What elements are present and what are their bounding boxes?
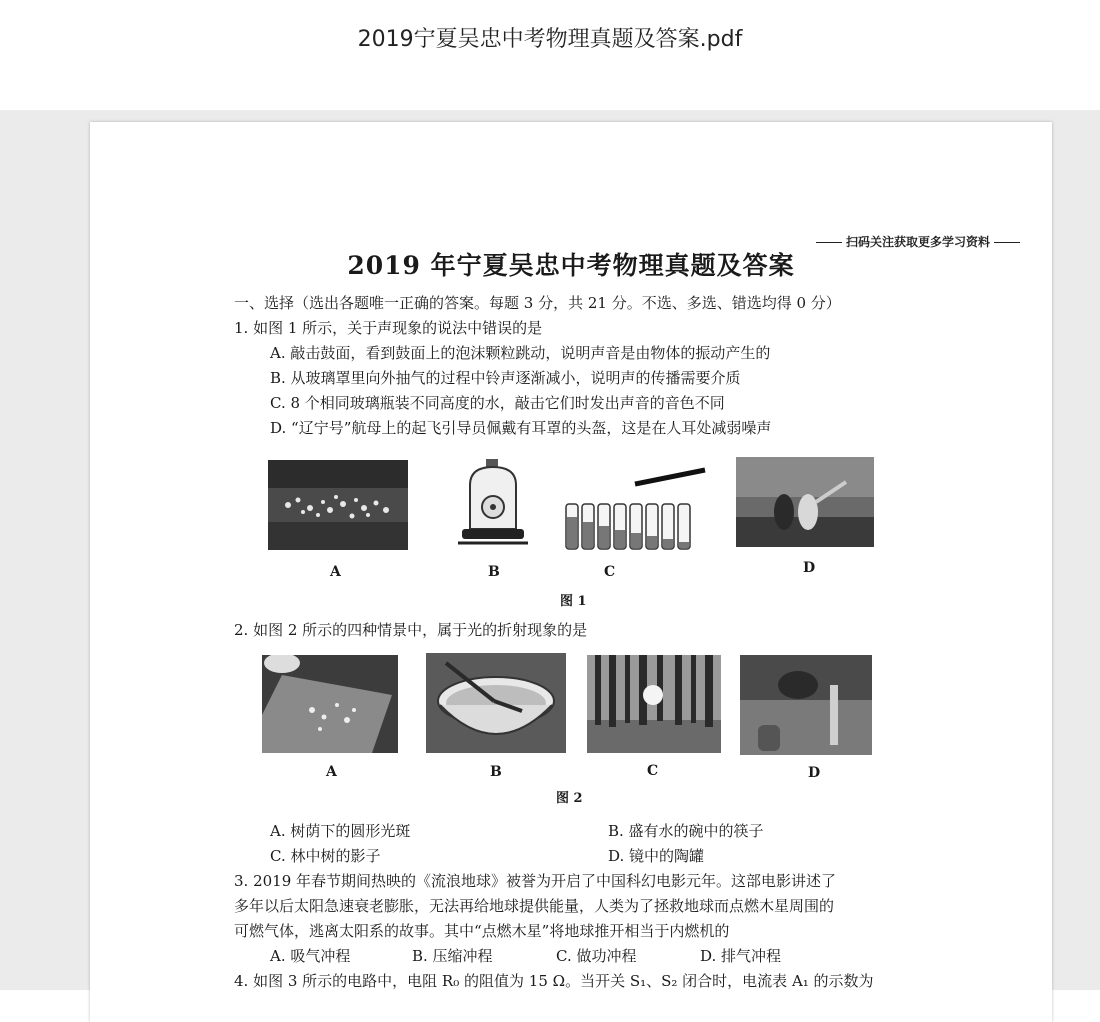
q2-stem: 2. 如图 2 所示的四种情景中，属于光的折射现象的是: [234, 621, 588, 639]
forest-tree-shadows-icon: [587, 655, 721, 753]
viewer-header: [0, 0, 1100, 110]
tree-shade-light-spots-icon: [262, 655, 398, 753]
q2-option-d: D. 镜中的陶罐: [608, 847, 705, 865]
watermark-dash-left: [816, 242, 842, 243]
exam-title: 2019 年宁夏吴忠中考物理真题及答案: [347, 251, 795, 280]
q2-option-c: C. 林中树的影子: [270, 847, 381, 865]
watermark-text: 扫码关注获取更多学习资料: [845, 235, 990, 249]
section-heading: 一、选择（选出各题唯一正确的答案。每题 3 分，共 21 分。不选、多选、错选均得 0 分）: [234, 294, 841, 312]
q2-option-a: A. 树荫下的圆形光斑: [270, 822, 411, 840]
figure-1-label-a: A: [330, 564, 341, 580]
figure-2-label-d: D: [808, 765, 821, 781]
q1-option-a: A. 敲击鼓面，看到鼓面上的泡沫颗粒跳动，说明声音是由物体的振动产生的: [270, 344, 771, 362]
figure-1a-drum-image: [268, 460, 408, 550]
q2-option-b: B. 盛有水的碗中的筷子: [608, 822, 764, 840]
q1-stem: 1. 如图 1 所示，关于声现象的说法中错误的是: [234, 319, 543, 337]
figure-2d-mirror-jar-image: [740, 655, 872, 755]
figure-2-label-b: B: [490, 764, 502, 780]
mirror-jar-icon: [740, 655, 872, 755]
figure-1-label-b: B: [488, 564, 500, 580]
bell-jar-icon: [458, 457, 528, 552]
bowl-chopsticks-icon: [426, 653, 566, 753]
document-title: 2019宁夏吴忠中考物理真题及答案.pdf: [357, 27, 743, 52]
q3-line-2: 多年以后太阳急速衰老膨胀，无法再给地球提供能量，人类为了拯救地球而点燃木星周围的: [234, 897, 835, 915]
deck-crew-icon: [736, 457, 874, 547]
q3-option-b: B. 压缩冲程: [412, 947, 493, 965]
figure-1-label-c: C: [604, 564, 616, 580]
figure-2b-bowl-chopsticks-image: [426, 653, 566, 753]
q1-option-c: C. 8 个相同玻璃瓶装不同高度的水，敲击它们时发出声音的音色不同: [270, 394, 725, 412]
q1-option-b: B. 从玻璃罩里向外抽气的过程中铃声逐渐减小，说明声的传播需要介质: [270, 369, 741, 387]
pdf-page: [90, 122, 1052, 1022]
figure-1d-aircraft-carrier-image: [736, 457, 874, 547]
figure-2-caption: 图 2: [556, 791, 583, 806]
q3-line-3: 可燃气体，逃离太阳系的故事。其中“点燃木星”将地球推开相当于内燃机的: [234, 922, 730, 940]
drum-foam-particles-icon: [268, 460, 408, 550]
figure-2c-forest-shadows-image: [587, 655, 721, 753]
figure-2-label-a: A: [326, 764, 337, 780]
figure-2-label-c: C: [647, 763, 659, 779]
q3-option-c: C. 做功冲程: [556, 947, 637, 965]
figure-1-label-d: D: [803, 560, 816, 576]
q3-line-1: 3. 2019 年春节期间热映的《流浪地球》被誉为开启了中国科幻电影元年。这部电影讲述了: [234, 872, 837, 890]
q3-option-a: A. 吸气冲程: [270, 947, 351, 965]
q1-option-d: D. “辽宁号”航母上的起飞引导员佩戴有耳罩的头盔，这是在人耳处减弱噪声: [270, 419, 772, 437]
glass-bottles-icon: [560, 462, 710, 554]
q3-option-d: D. 排气冲程: [700, 947, 782, 965]
figure-1-caption: 图 1: [560, 594, 587, 609]
figure-1b-bell-jar-image: [458, 457, 528, 552]
q4-line-1: 4. 如图 3 所示的电路中，电阻 R₀ 的阻值为 15 Ω。当开关 S₁、S₂ 闭合时，电流表 A₁ 的示数为: [234, 972, 874, 990]
watermark-dash-right: [994, 242, 1020, 243]
figure-1c-bottles-image: [560, 462, 710, 554]
figure-2a-light-spots-image: [262, 655, 398, 753]
